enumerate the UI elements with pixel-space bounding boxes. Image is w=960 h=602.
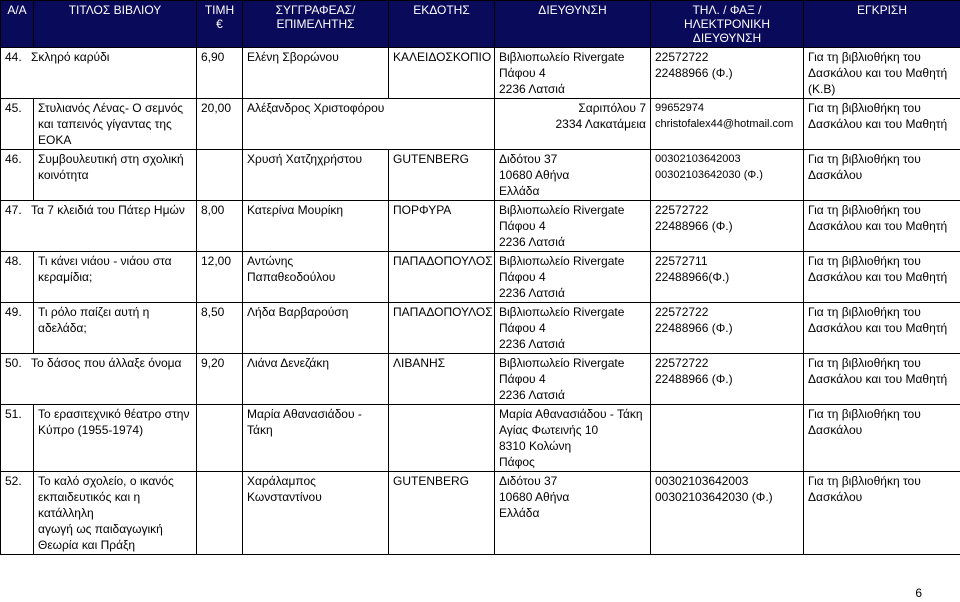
book-address: Βιβλιοπωλείο Rivergate Πάφου 4 2236 Λατσιά [495, 303, 651, 354]
book-address: Σαριπόλου 7 2334 Λακατάμεια [495, 99, 651, 150]
book-approval: Για τη βιβλιοθήκη του Δασκάλου και του Μαθητή [804, 303, 960, 354]
header-aa: Α/Α [1, 1, 34, 48]
book-author: Χρυσή Χατζηχρήστου [243, 150, 389, 201]
header-contact: ΤΗΛ. / ΦΑΞ / ΗΛΕΚΤΡΟΝΙΚΗ ΔΙΕΥΘΥΝΣΗ [651, 1, 804, 48]
book-title: Το δάσος που άλλαξε όνομα [31, 356, 182, 370]
book-author: Λιάνα Δενεζάκη [243, 354, 389, 405]
book-price: 12,00 [197, 252, 243, 303]
book-author: Κατερίνα Μουρίκη [243, 201, 389, 252]
book-address: Βιβλιοπωλείο Rivergate Πάφου 4 2236 Λατσιά [495, 354, 651, 405]
header-approval: ΕΓΚΡΙΣΗ [804, 1, 960, 48]
table-row [1, 405, 960, 472]
book-title: Τι κάνει νιάου - νιάου στα κεραμίδια; [34, 252, 197, 303]
book-approval: Για τη βιβλιοθήκη του Δασκάλου και του Μαθητή [804, 99, 960, 150]
book-author: Μαρία Αθανασιάδου - Τάκη [243, 405, 389, 472]
book-approval: Για τη βιβλιοθήκη του Δασκάλου και του Μαθητή [804, 201, 960, 252]
row-number: 49. [1, 303, 34, 354]
book-title: Τα 7 κλειδιά του Πάτερ Ημών [31, 203, 185, 217]
table-row [1, 472, 960, 555]
header-address: ΔΙΕΥΘΥΝΣΗ [495, 1, 651, 48]
book-price: 8,50 [197, 303, 243, 354]
row-title-cell [1, 201, 197, 252]
header-authors: ΣΥΓΓΡΑΦΕΑΣ/ ΕΠΙΜΕΛΗΤΗΣ [243, 1, 389, 48]
book-publisher: ΚΑΛΕΙΔΟΣΚΟΠΙΟ [389, 48, 495, 99]
book-price: 8,00 [197, 201, 243, 252]
book-publisher [389, 405, 495, 472]
book-address: Βιβλιοπωλείο Rivergate Πάφου 4 2236 Λατσιά [495, 48, 651, 99]
row-title-cell [1, 48, 197, 99]
header-title: ΤΙΤΛΟΣ ΒΙΒΛΙΟΥ [34, 1, 197, 48]
book-approval: Για τη βιβλιοθήκη του Δασκάλου και του Μαθητή [804, 252, 960, 303]
table-row [1, 48, 960, 99]
book-publisher: ΠΑΠΑΔΟΠΟΥΛΟΣ [389, 252, 495, 303]
book-address: Μαρία Αθανασιάδου - Τάκη Αγίας Φωτεινής 10 8310 Κολώνη Πάφος [495, 405, 651, 472]
book-contact: 22572722 22488966 (Φ.) [651, 201, 804, 252]
book-contact: 00302103642003 00302103642030 (Φ.) [651, 150, 804, 201]
book-author: Αλέξανδρος Χριστοφόρου [243, 99, 495, 150]
book-author: Ελένη Σβορώνου [243, 48, 389, 99]
table-row [1, 150, 960, 201]
book-contact [651, 405, 804, 472]
book-author: Αντώνης Παπαθεοδούλου [243, 252, 389, 303]
book-title: Συμβουλευτική στη σχολική κοινότητα [34, 150, 197, 201]
row-number: 45. [1, 99, 34, 150]
book-author: Χαράλαμπος Κωνσταντίνου [243, 472, 389, 555]
row-number: 51. [1, 405, 34, 472]
book-title: Στυλιανός Λένας- Ο σεμνός και ταπεινός γίγαντας της ΕΟΚΑ [34, 99, 197, 150]
book-publisher: GUTENBERG [389, 150, 495, 201]
book-contact: 00302103642003 00302103642030 (Φ.) [651, 472, 804, 555]
book-address: Βιβλιοπωλείο Rivergate Πάφου 4 2236 Λατσιά [495, 201, 651, 252]
table-row [1, 99, 960, 150]
book-author: Λήδα Βαρβαρούση [243, 303, 389, 354]
page-number: 6 [915, 586, 922, 600]
book-title: Τι ρόλο παίζει αυτή η αδελάδα; [34, 303, 197, 354]
row-number: 44. [5, 50, 22, 64]
table-row [1, 201, 960, 252]
header-price: ΤΙΜΗ € [197, 1, 243, 48]
row-title-cell [1, 354, 197, 405]
book-title: Το καλό σχολείο, ο ικανός εκπαιδευτικός και η κατάλληλη αγωγή ως παιδαγωγική Θεωρία και Πράξη [34, 472, 197, 555]
book-contact: 22572722 22488966 (Φ.) [651, 48, 804, 99]
row-number: 47. [5, 203, 22, 217]
book-approval: Για τη βιβλιοθήκη του Δασκάλου και του Μαθητή (Κ.Β) [804, 48, 960, 99]
book-contact: 22572722 22488966 (Φ.) [651, 354, 804, 405]
table-row [1, 354, 960, 405]
row-number: 52. [1, 472, 34, 555]
row-number: 46. [1, 150, 34, 201]
book-address: Διδότου 37 10680 Αθήνα Ελλάδα [495, 472, 651, 555]
book-approval: Για τη βιβλιοθήκη του Δασκάλου [804, 150, 960, 201]
book-contact: 22572722 22488966 (Φ.) [651, 303, 804, 354]
book-price [197, 472, 243, 555]
book-approval: Για τη βιβλιοθήκη του Δασκάλου [804, 472, 960, 555]
book-contact: 22572711 22488966(Φ.) [651, 252, 804, 303]
book-price [197, 150, 243, 201]
table-row [1, 252, 960, 303]
book-price: 9,20 [197, 354, 243, 405]
book-title: Το ερασιτεχνικό θέατρο στην Κύπρο (1955-1974) [34, 405, 197, 472]
table-row [1, 303, 960, 354]
header-publisher: ΕΚΔΟΤΗΣ [389, 1, 495, 48]
book-price: 6,90 [197, 48, 243, 99]
book-publisher: GUTENBERG [389, 472, 495, 555]
row-number: 48. [1, 252, 34, 303]
book-title: Σκληρό καρύδι [31, 50, 110, 64]
header-row [1, 1, 960, 48]
book-price: 20,00 [197, 99, 243, 150]
book-price [197, 405, 243, 472]
book-approval: Για τη βιβλιοθήκη του Δασκάλου και του Μαθητή [804, 354, 960, 405]
book-publisher: ΛΙΒΑΝΗΣ [389, 354, 495, 405]
book-publisher: ΠΟΡΦΥΡΑ [389, 201, 495, 252]
book-address: Διδότου 37 10680 Αθήνα Ελλάδα [495, 150, 651, 201]
book-publisher: ΠΑΠΑΔΟΠΟΥΛΟΣ [389, 303, 495, 354]
book-contact: 99652974 christofalex44@hotmail.com [651, 99, 804, 150]
book-approval: Για τη βιβλιοθήκη του Δασκάλου [804, 405, 960, 472]
book-address: Βιβλιοπωλείο Rivergate Πάφου 4 2236 Λατσιά [495, 252, 651, 303]
row-number: 50. [5, 356, 22, 370]
